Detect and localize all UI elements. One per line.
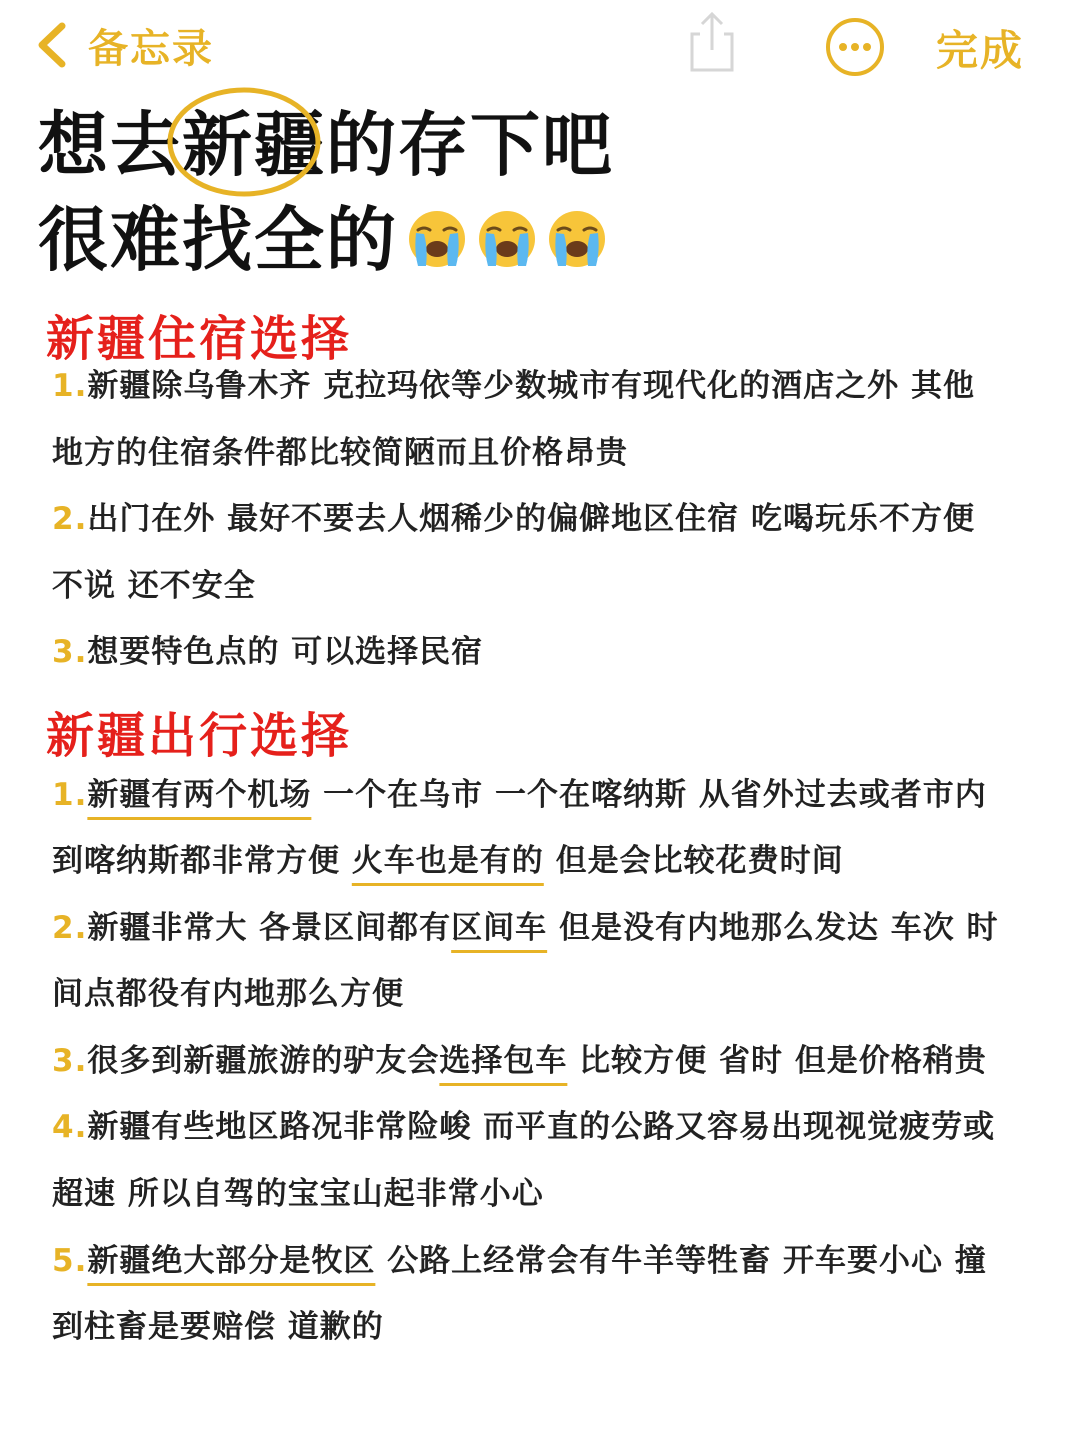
text-line	[52, 974, 404, 1014]
line-text: 公路上经常会有牛羊等牲畜 开车要小心 撞	[375, 1243, 987, 1279]
loudly-crying-face-icon	[406, 208, 468, 270]
highlighted-text: 新疆绝大部分是牧区	[87, 1243, 376, 1279]
line-text: 新疆有些地区路况非常险峻 而平直的公路又容易出现视觉疲劳或	[87, 1109, 996, 1145]
list-number: 2.	[52, 501, 88, 537]
text-line	[52, 1107, 995, 1147]
line-text: 新疆非常大 各景区间都有	[87, 910, 452, 946]
line-text: 新疆除乌鲁木齐 克拉玛依等少数城市有现代化的酒店之外 其他	[87, 368, 975, 404]
line-text: 一个在乌市 一个在喀纳斯 从省外过去或者市内	[311, 777, 987, 813]
title-text: 的存下吧	[326, 104, 614, 186]
list-number: 2.	[52, 910, 88, 946]
more-icon[interactable]	[824, 16, 886, 78]
note-title-line-1	[38, 104, 614, 186]
loudly-crying-face-icon	[476, 208, 538, 270]
title-text: 很难找全的	[38, 199, 398, 281]
text-line	[52, 1174, 544, 1214]
line-text: 但是会比较花费时间	[543, 843, 844, 879]
text-line	[52, 632, 483, 672]
list-number: 4.	[52, 1109, 88, 1145]
line-text: 到喀纳斯都非常方便	[52, 843, 352, 879]
navigation-bar	[0, 0, 1080, 96]
line-text: 间点都役有内地那么方便	[52, 976, 404, 1012]
text-line	[52, 908, 999, 948]
title-text: 想去	[38, 104, 182, 186]
text-line	[52, 1041, 987, 1081]
line-text: 超速 所以自驾的宝宝山起非常小心	[52, 1176, 544, 1212]
title-keyword: 新疆	[182, 104, 326, 186]
text-line	[52, 1241, 987, 1281]
done-button[interactable]: 完成	[936, 26, 1025, 75]
line-text: 到柱畜是要赔偿 道歉的	[52, 1309, 384, 1345]
share-icon[interactable]	[684, 10, 740, 76]
text-line	[52, 1307, 384, 1347]
list-number: 1.	[52, 368, 88, 404]
text-line	[52, 499, 975, 539]
back-button[interactable]	[30, 20, 214, 70]
circled-keyword	[182, 104, 326, 186]
loudly-crying-face-icon	[546, 208, 608, 270]
list-number: 5.	[52, 1243, 88, 1279]
line-text: 想要特色点的 可以选择民宿	[87, 634, 484, 670]
highlighted-text: 选择包车	[439, 1043, 568, 1079]
text-line	[52, 775, 987, 815]
list-number: 3.	[52, 1043, 88, 1079]
section-heading: 新疆住宿选择	[46, 311, 353, 367]
chevron-left-icon	[30, 20, 80, 70]
line-text: 不说 还不安全	[52, 568, 256, 604]
note-title-line-2	[38, 199, 608, 281]
line-text: 很多到新疆旅游的驴友会	[87, 1043, 440, 1079]
text-line	[52, 433, 628, 473]
line-text: 出门在外 最好不要去人烟稀少的偏僻地区住宿 吃喝玩乐不方便	[87, 501, 975, 537]
text-line	[52, 841, 844, 881]
text-line	[52, 566, 256, 606]
highlighted-text: 新疆有两个机场	[87, 777, 312, 813]
section-heading: 新疆出行选择	[46, 708, 353, 764]
list-number: 1.	[52, 777, 88, 813]
highlighted-text: 火车也是有的	[351, 843, 544, 879]
list-number: 3.	[52, 634, 88, 670]
highlighted-text: 区间车	[451, 910, 548, 946]
back-label: 备忘录	[88, 25, 214, 72]
line-text: 但是没有内地那么发达 车次 时	[547, 910, 999, 946]
text-line	[52, 366, 975, 406]
line-text: 比较方便 省时 但是价格稍贵	[567, 1043, 987, 1079]
line-text: 地方的住宿条件都比较简陋而且价格昂贵	[52, 435, 628, 471]
